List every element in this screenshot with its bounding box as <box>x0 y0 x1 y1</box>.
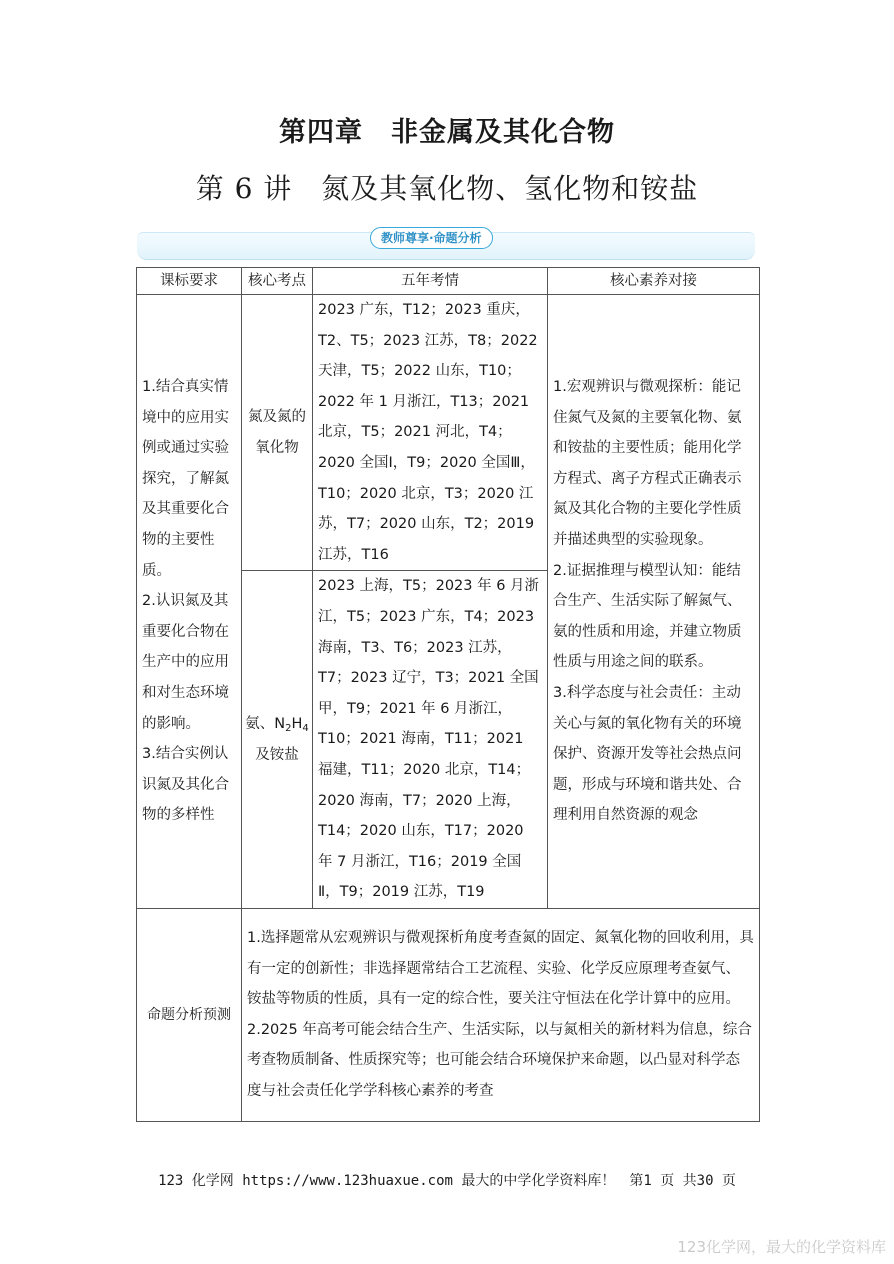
lecture-title: 第 6 讲 氮及其氧化物、氢化物和铵盐 <box>195 172 699 205</box>
teacher-banner <box>137 232 755 260</box>
analysis-table <box>136 267 760 1122</box>
core-point-ammonia-prefix: 氨、N <box>245 716 286 733</box>
header-exam-history: 五年考情 <box>313 268 548 295</box>
header-core-point: 核心考点 <box>242 268 313 295</box>
chapter-title: 第四章 非金属及其化合物 <box>279 117 615 148</box>
prediction-row <box>137 908 760 1121</box>
header-core-literacy: 核心素养对接 <box>548 268 760 295</box>
page-footer: 123 化学网 https://www.123huaxue.com 最大的中学化学资料库！ 第1 页 共30 页 <box>158 1173 736 1189</box>
banner-label: 教师尊享·命题分析 <box>370 227 493 249</box>
prediction-item: 2.2025 年高考可能会结合生产、生活实际，以与氮相关的新材料为信息，综合考查物质制备、性质探究等；也可能会结合环境保护来命题，以凸显对科学态度与社会责任化学学科核心素养的考查 <box>247 1021 752 1100</box>
curriculum-item: 1.结合真实情境中的应用实例或通过实验探究，了解氮及其重要化合物的主要性质。 <box>142 378 229 579</box>
prediction-item: 1.选择题常从宏观辨识与微观探析角度考查氮的固定、氮氧化物的回收利用，具有一定的创新性；非选择题常结合工艺流程、实验、化学反应原理考查氨气、铵盐等物质的性质，具有一定的综合性，要关注守恒法在化学计算中的应用。 <box>247 930 754 1008</box>
exam-history-cell: 2023 广东，T12；2023 重庆，T2、T5；2023 江苏，T8；2022 天津，T5；2022 山东，T10；2022 年 1 月浙江，T13；2021 北京，T5；2021 河北，T4；2020 全国Ⅰ，T9；2020 全国Ⅲ，T10；2020 北京，T3；2020 江苏，T7；2020 山东，T2；2019 江苏，T16 <box>313 295 548 571</box>
core-point-nitrogen-oxides: 氮及氮的氧化物 <box>242 295 313 571</box>
core-point-ammonia-mid: H <box>291 716 303 733</box>
curriculum-item: 3.结合实例认识氮及其化合物的多样性 <box>142 746 229 824</box>
prediction-cell <box>242 908 760 1121</box>
subscript: 2 <box>285 723 292 735</box>
exam-history-cell: 2023 上海，T5；2023 年 6 月浙江，T5；2023 广东，T4；2023 海南，T3、T6；2023 江苏，T7；2023 辽宁，T3；2021 全国甲，T9；2021 年 6 月浙江，T10；2021 海南，T11；2021 福建，T11；2020 北京，T14；2020 海南，T7；2020 上海，T14；2020 山东，T17；2020 年 7 月浙江，T16；2019 全国Ⅱ，T9；2019 江苏，T19 <box>313 571 548 909</box>
curriculum-cell <box>137 295 242 909</box>
header-curriculum: 课标要求 <box>137 268 242 295</box>
subscript: 4 <box>302 723 309 735</box>
core-point-ammonia <box>242 571 313 909</box>
table-row <box>137 295 760 571</box>
literacy-item: 3.科学态度与社会责任：主动关心与氮的氧化物有关的环境保护、资源开发等社会热点问题，形成与环境和谐共处、合理利用自然资源的观念 <box>553 684 742 824</box>
core-point-ammonia-suffix: 及铵盐 <box>255 746 299 763</box>
site-watermark: 123化学网，最大的化学资料库 <box>677 1238 886 1256</box>
curriculum-item: 2.认识氮及其重要化合物在生产中的应用和对生态环境的影响。 <box>142 593 229 732</box>
table-header-row <box>137 268 760 295</box>
prediction-label: 命题分析预测 <box>137 908 242 1121</box>
literacy-item: 1.宏观辨识与微观探析：能记住氮气及氮的主要氧化物、氨和铵盐的主要性质；能用化学方程式、离子方程式正确表示氮及其化合物的主要化学性质并描述典型的实验现象。 <box>553 378 742 548</box>
literacy-item: 2.证据推理与模型认知：能结合生产、生活实际了解氮气、氨的性质和用途，并建立物质性质与用途之间的联系。 <box>553 562 742 671</box>
literacy-cell <box>548 295 760 909</box>
